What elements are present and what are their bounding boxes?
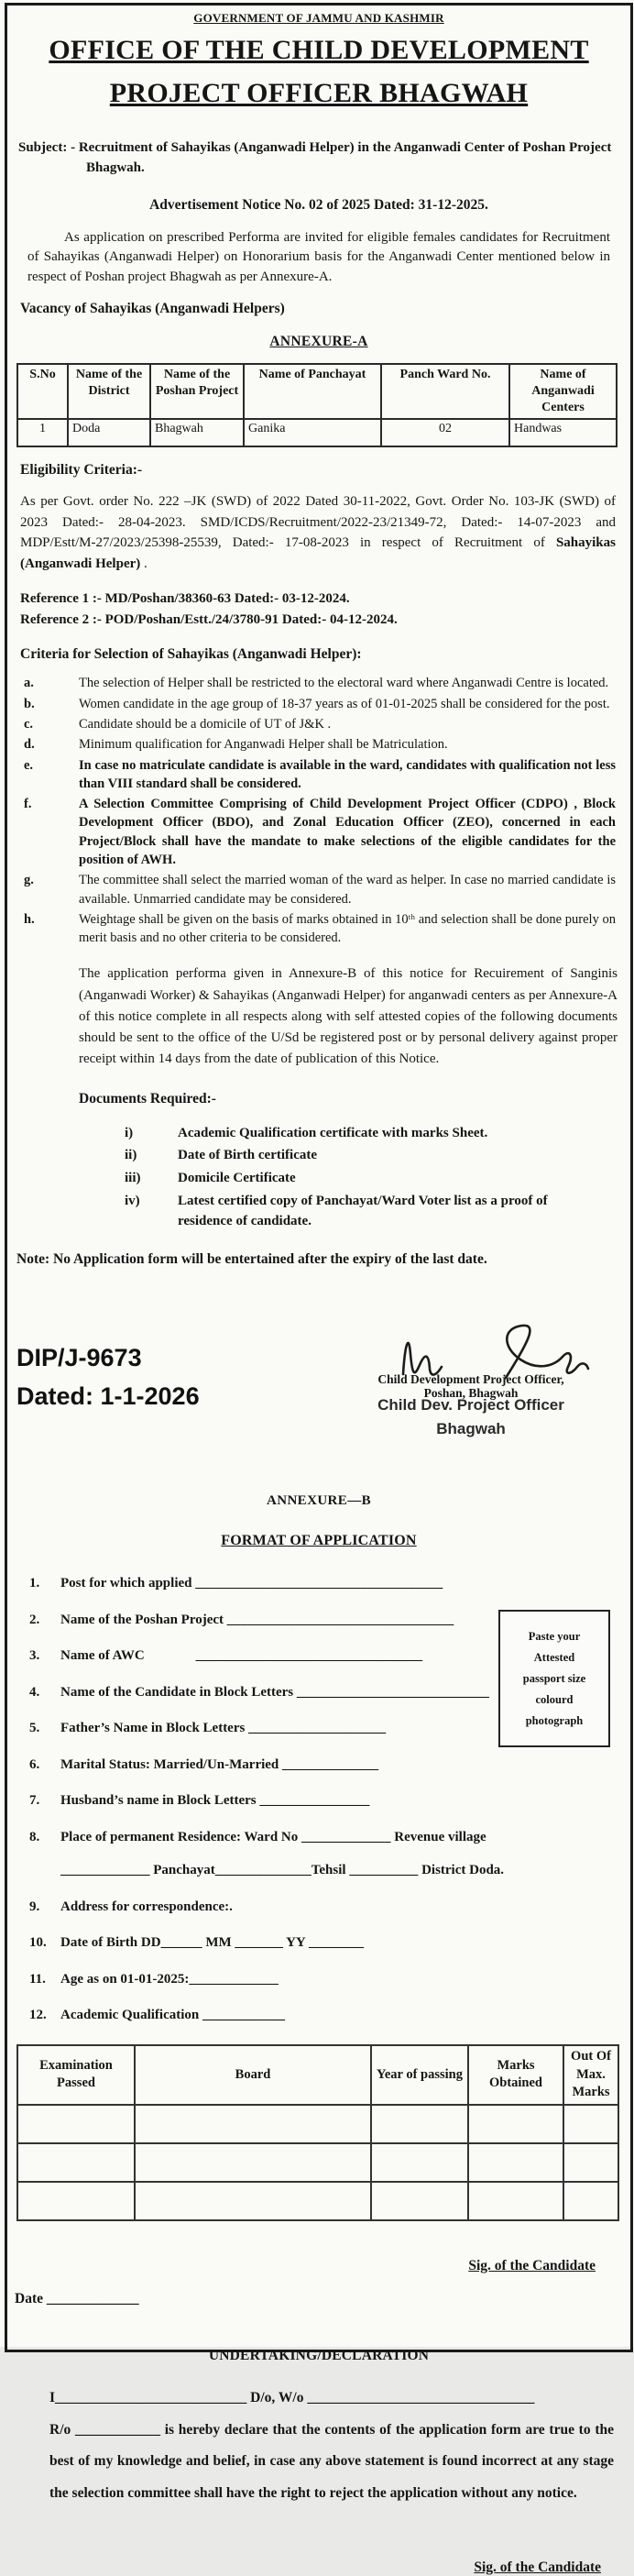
exam-header-cell: Examination Passed <box>17 2045 135 2105</box>
field-label: Husband’s name in Block Letters <box>60 1793 260 1809</box>
blank-line: _____________ <box>301 1829 391 1844</box>
field-line <box>60 1827 623 1848</box>
field-label: Date of Birth DD <box>60 1935 161 1951</box>
field-label: Father’s Name in Block Letters <box>60 1721 249 1736</box>
criteria-letter: e. <box>24 757 34 773</box>
criteria-text: The committee shall select the married woman of the ward as helper. In case no married candidate is available. Unmarried candidate may be considered. <box>79 873 616 907</box>
table-cell: Doda <box>68 419 150 446</box>
document-number: iv) <box>125 1193 140 1208</box>
exam-empty-cell <box>371 2182 468 2220</box>
field-line <box>60 1755 623 1776</box>
criteria-text: In case no matriculate candidate is available in the ward, candidates with qualification not less than VIII standard shall be considered. <box>79 757 616 791</box>
field-line <box>60 1897 623 1918</box>
exam-empty-cell <box>563 2105 618 2143</box>
blank-line: ____________________ <box>248 1721 387 1736</box>
page-content <box>7 6 630 2576</box>
criteria-item <box>24 871 619 908</box>
table-cell: Handwas <box>509 419 617 446</box>
field-body <box>60 1897 623 1918</box>
criteria-text: A Selection Committee Comprising of Child Development Project Officer (CDPO) , Block Development Officer (BDO), and Zonal Education Officer (ZEO), concerned in each Project/Block shall have the mandate to make selections of the eligible candidates for the position of AWH. <box>79 797 616 867</box>
blank-line: _________________________________ <box>195 1648 423 1664</box>
officer-designation-line2: Poshan, Bhagwah <box>423 1386 519 1401</box>
application-field <box>29 1790 623 1811</box>
criteria-letter: f. <box>24 797 32 812</box>
dip-signature-block <box>15 1314 623 1470</box>
declaration-line1 <box>49 2383 614 2415</box>
exam-empty-cell <box>468 2143 563 2182</box>
field-line-2 <box>60 1860 623 1881</box>
application-field <box>29 1827 623 1881</box>
document-item <box>125 1192 623 1232</box>
criteria-letter: b. <box>24 696 35 711</box>
document-number: i) <box>125 1125 134 1140</box>
field-body <box>60 1969 623 1990</box>
criteria-letter: c. <box>24 716 34 732</box>
application-field <box>29 2005 623 2026</box>
document-item <box>125 1146 623 1166</box>
field-label: Marital Status: Married/Un-Married <box>60 1756 283 1772</box>
officer-signature-block <box>324 1314 618 1440</box>
office-title <box>15 29 623 115</box>
blank-line: ________________ <box>259 1793 370 1809</box>
field-line <box>60 1932 623 1954</box>
undertaking-heading: UNDERTAKING/DECLARATION <box>208 2347 430 2363</box>
exam-empty-cell <box>563 2182 618 2220</box>
eligibility-bold-text: Sahayikas (Anganwadi Helper) <box>20 535 616 571</box>
table-header-cell: Name of Anganwadi Centers <box>509 364 617 420</box>
annexure-b-title: ANNEXURE—B <box>266 1493 371 1509</box>
field-label: Academic Qualification <box>60 2008 202 2023</box>
field-label: Place of permanent Residence: Ward No <box>60 1829 302 1844</box>
application-field <box>29 1573 623 1594</box>
field-label: is hereby declare that the contents of the application form are true to the best of my knowledge and belief, in case any above statement is found incorrect at any stage the selection committee shall have the right to reject the application without any notice. <box>49 2421 614 2502</box>
criteria-text: Candidate should be a domicile of UT of J&K . <box>79 716 332 732</box>
exam-header-cell: Marks Obtained <box>468 2045 563 2105</box>
criteria-letter: a. <box>24 676 34 691</box>
eligibility-heading: Eligibility Criteria:- <box>20 462 143 479</box>
document-number: ii) <box>125 1148 137 1163</box>
intro-paragraph: As application on prescribed Performa are invited for eligible females candidates for Recruitment of Sahayikas (Anganwadi Helper) on Honorarium basis for the Anganwadi Center mentioned below in respect of Poshan project Bhagwah as per Annexure-A. <box>27 229 610 284</box>
criteria-text: Minimum qualification for Anganwadi Helper shall be Matriculation. <box>79 737 448 753</box>
document-text: Domicile Certificate <box>178 1171 296 1186</box>
field-label: Post for which applied <box>60 1576 196 1591</box>
table-cell: 02 <box>381 419 509 446</box>
criteria-item <box>24 674 619 692</box>
eligibility-paragraph <box>20 491 616 574</box>
exam-header-cell: Out Of Max. Marks <box>563 2045 618 2105</box>
exam-empty-cell <box>135 2143 371 2182</box>
document-text: Date of Birth certificate <box>178 1148 318 1163</box>
table-header-cell: S.No <box>17 364 68 420</box>
document-text: Latest certified copy of Panchayat/Ward Voter list as a proof of residence of candidate. <box>178 1193 548 1228</box>
annexure-a-title: ANNEXURE-A <box>269 333 368 349</box>
field-body <box>60 1755 623 1776</box>
criteria-letter: g. <box>24 873 34 888</box>
criteria-heading: Criteria for Selection of Sahayikas (Anganwadi Helper): <box>20 646 362 663</box>
criteria-text: The selection of Helper shall be restricted to the electoral ward where Anganwadi Centre is located. <box>79 676 609 691</box>
table-cell: Bhagwah <box>150 419 244 446</box>
criteria-letter: h. <box>24 911 35 927</box>
blank-line: _______ <box>235 1935 283 1951</box>
field-body <box>60 1932 623 1954</box>
annexure-a-table <box>16 363 618 448</box>
declaration-paragraph <box>49 2383 614 2511</box>
exam-header-cell: Year of passing <box>371 2045 468 2105</box>
table-header-cell: Name of Panchayat <box>244 364 381 420</box>
office-title-line1: OFFICE OF THE CHILD DEVELOPMENT <box>49 35 589 65</box>
officer-designation-line1: Child Development Project Officer, <box>377 1372 564 1387</box>
exam-empty-cell <box>468 2182 563 2220</box>
criteria-letter: d. <box>24 737 35 753</box>
field-number: 11. <box>29 1971 46 1987</box>
dip-date: Dated: 1-1-2026 <box>16 1382 200 1411</box>
blank-line: ___________________________ <box>55 2389 247 2405</box>
application-field <box>29 1755 623 1776</box>
signature-scribble-icon <box>324 1314 618 1385</box>
exam-empty-cell <box>17 2182 135 2220</box>
criteria-item <box>24 715 619 733</box>
note-line: Note: No Application form will be entertained after the expiry of the last date. <box>16 1251 487 1268</box>
field-label: Date <box>15 2290 47 2306</box>
document-item <box>125 1124 623 1144</box>
field-number: 3. <box>29 1648 40 1664</box>
application-field <box>29 1932 623 1954</box>
photo-box-line: Attested <box>533 1650 575 1664</box>
table-header-cell: Name of the Poshan Project <box>150 364 244 420</box>
blank-line: ____________ <box>202 2008 285 2023</box>
office-title-line2: PROJECT OFFICER BHAGWAH <box>109 77 529 108</box>
reference-2: Reference 2 :- POD/Poshan/Estt./24/3780-91 Dated:- 04-12-2024. <box>20 611 398 627</box>
exam-empty-cell <box>371 2143 468 2182</box>
sig-of-candidate-label: Sig. of the Candidate <box>468 2257 596 2273</box>
field-number: 10. <box>29 1935 47 1951</box>
document-number: iii) <box>125 1171 141 1186</box>
document-item <box>125 1169 623 1189</box>
exam-empty-cell <box>563 2143 618 2182</box>
field-number: 2. <box>29 1612 40 1627</box>
field-number: 1. <box>29 1576 40 1591</box>
application-format-section <box>15 1533 623 2026</box>
field-line <box>60 1969 623 1990</box>
officer-stamp-line1: Child Dev. Project Officer <box>377 1396 564 1415</box>
field-line <box>60 1573 623 1594</box>
exam-empty-row <box>17 2182 618 2220</box>
sig-of-candidate-label-bottom: Sig. of the Candidate <box>474 2559 601 2576</box>
table-header-row <box>17 364 617 420</box>
field-label: I <box>49 2389 56 2405</box>
criteria-text: Women candidate in the age group of 18-37 years as of 01-01-2025 shall be considered for the post. <box>79 696 610 711</box>
field-line <box>60 1790 623 1811</box>
field-line <box>60 2005 623 2026</box>
blank-line: _________________________________ <box>226 1612 454 1627</box>
exam-empty-cell <box>135 2182 371 2220</box>
field-label: District Doda. <box>418 1863 505 1878</box>
date-line <box>15 2291 623 2307</box>
documents-list <box>125 1124 623 1232</box>
field-number: 7. <box>29 1793 40 1809</box>
vacancy-line: Vacancy of Sahayikas (Anganwadi Helpers) <box>20 300 285 316</box>
references-block <box>20 589 623 630</box>
blank-line: _____________ <box>46 2290 139 2306</box>
application-field <box>29 1897 623 1918</box>
declaration-body <box>49 2415 614 2511</box>
criteria-item <box>24 735 619 754</box>
table-cell: 1 <box>17 419 68 446</box>
field-number: 4. <box>29 1684 40 1700</box>
exam-empty-cell <box>17 2105 135 2143</box>
photo-paste-box <box>498 1610 610 1747</box>
dip-number-block <box>16 1339 200 1416</box>
field-label: Age as on 01-01-2025: <box>60 1971 190 1987</box>
blank-line: ________________________________ <box>307 2389 535 2405</box>
closing-paragraph: The application performa given in Annexure-B of this notice for Recuirement of Sanginis (Anganwadi Worker) & Sahayikas (Anganwadi Helper) for anganwadi centers as per Annexure-A of this notice complete in all respects along with self attested copies of the following documents should be sent to the office of the U/Sd be registered post or by personal delivery against proper receipt within 14 days from the date of publication of this Notice. <box>79 966 618 1067</box>
field-number: 6. <box>29 1756 40 1772</box>
exam-empty-row <box>17 2105 618 2143</box>
field-label: Name of the Candidate in Block Letters <box>60 1684 297 1700</box>
criteria-list <box>24 674 619 947</box>
criteria-item <box>24 756 619 794</box>
exam-empty-cell <box>135 2105 371 2143</box>
blank-line: ____________________________________ <box>195 1576 443 1591</box>
photo-box-line: passport size <box>522 1671 586 1685</box>
table-cell: Ganika <box>244 419 381 446</box>
field-number: 12. <box>29 2008 47 2023</box>
table-header-cell: Name of the District <box>68 364 150 420</box>
field-label: YY <box>282 1935 309 1951</box>
criteria-item <box>24 910 619 948</box>
exam-empty-cell <box>371 2105 468 2143</box>
field-label: Name of the Poshan Project <box>60 1612 227 1627</box>
field-label: D/o, W/o <box>246 2389 308 2405</box>
exam-header-cell: Board <box>135 2045 371 2105</box>
field-label: Panchayat <box>149 1863 215 1878</box>
blank-line: ______________ <box>214 1863 312 1878</box>
table-header-cell: Panch Ward No. <box>381 364 509 420</box>
blank-line: ______ <box>160 1935 202 1951</box>
blank-line: _____________ <box>189 1971 279 1987</box>
field-label: Tehsil <box>311 1863 350 1878</box>
subject-line: Subject: - Recruitment of Sahayikas (Anganwadi Helper) in the Anganwadi Center of Poshan Project Bhagwah. <box>18 140 612 175</box>
field-body <box>60 2005 623 2026</box>
photo-box-line: Paste your <box>528 1629 581 1643</box>
field-number: 8. <box>29 1829 40 1844</box>
photo-box-line: photograph <box>525 1714 584 1728</box>
field-label: Revenue village <box>390 1829 486 1844</box>
blank-line: __________ <box>349 1863 419 1878</box>
photo-box-line: colourd <box>535 1693 574 1707</box>
field-body <box>60 1573 623 1594</box>
field-label: Name of AWC <box>60 1648 145 1664</box>
field-number: 5. <box>29 1721 40 1736</box>
dip-number: DIP/J-9673 <box>16 1344 142 1372</box>
criteria-item <box>24 795 619 869</box>
eligibility-text: As per Govt. order No. 222 –JK (SWD) of 2022 Dated 30-11-2022, Govt. Order No. 103-JK (SWD) of 2023 Dated:- 28-04-2023. SMD/ICDS/Recruitment/2022-23/21349-72, Dated:- 14-07-2023 and MDP/Estt/M-27/2023/25398-25539, Dated:- 17-08-2023 in respect of Recruitment of <box>20 494 616 551</box>
documents-heading: Documents Required:- <box>79 1090 216 1106</box>
format-of-application-heading: FORMAT OF APPLICATION <box>221 1533 417 1549</box>
government-header: GOVERNMENT OF JAMMU AND KASHMIR <box>193 11 444 25</box>
field-label: Address for correspondence:. <box>60 1899 233 1914</box>
eligibility-text-after: . <box>140 556 148 571</box>
criteria-text: Weightage shall be given on the basis of marks obtained in 10ᵗʰ and selection shall be done purely on merit basis and no other criteria to be considered. <box>79 911 616 946</box>
exam-empty-row <box>17 2143 618 2182</box>
field-label: MM <box>202 1935 235 1951</box>
exam-empty-cell <box>17 2143 135 2182</box>
officer-stamp-line2: Bhagwah <box>436 1419 506 1437</box>
application-field <box>29 1969 623 1990</box>
officer-stamp <box>324 1393 618 1440</box>
table-row <box>17 419 617 446</box>
field-body <box>60 1827 623 1881</box>
blank-line: ____________ <box>74 2421 160 2438</box>
reference-1: Reference 1 :- MD/Poshan/38360-63 Dated:- 03-12-2024. <box>20 591 350 607</box>
examination-table <box>16 2044 619 2221</box>
exam-empty-cell <box>468 2105 563 2143</box>
blank-line: ______________ <box>282 1756 379 1772</box>
field-body <box>60 1790 623 1811</box>
blank-line: ________ <box>308 1935 364 1951</box>
field-number: 9. <box>29 1899 40 1914</box>
exam-header-row <box>17 2045 618 2105</box>
document-text: Academic Qualification certificate with marks Sheet. <box>178 1125 488 1140</box>
field-label: R/o <box>49 2421 75 2438</box>
blank-line: _____________ <box>60 1863 150 1878</box>
blank-line: ____________________________ <box>296 1684 489 1700</box>
criteria-item <box>24 695 619 713</box>
advertisement-notice-line: Advertisement Notice No. 02 of 2025 Dated: 31-12-2025. <box>149 196 488 213</box>
